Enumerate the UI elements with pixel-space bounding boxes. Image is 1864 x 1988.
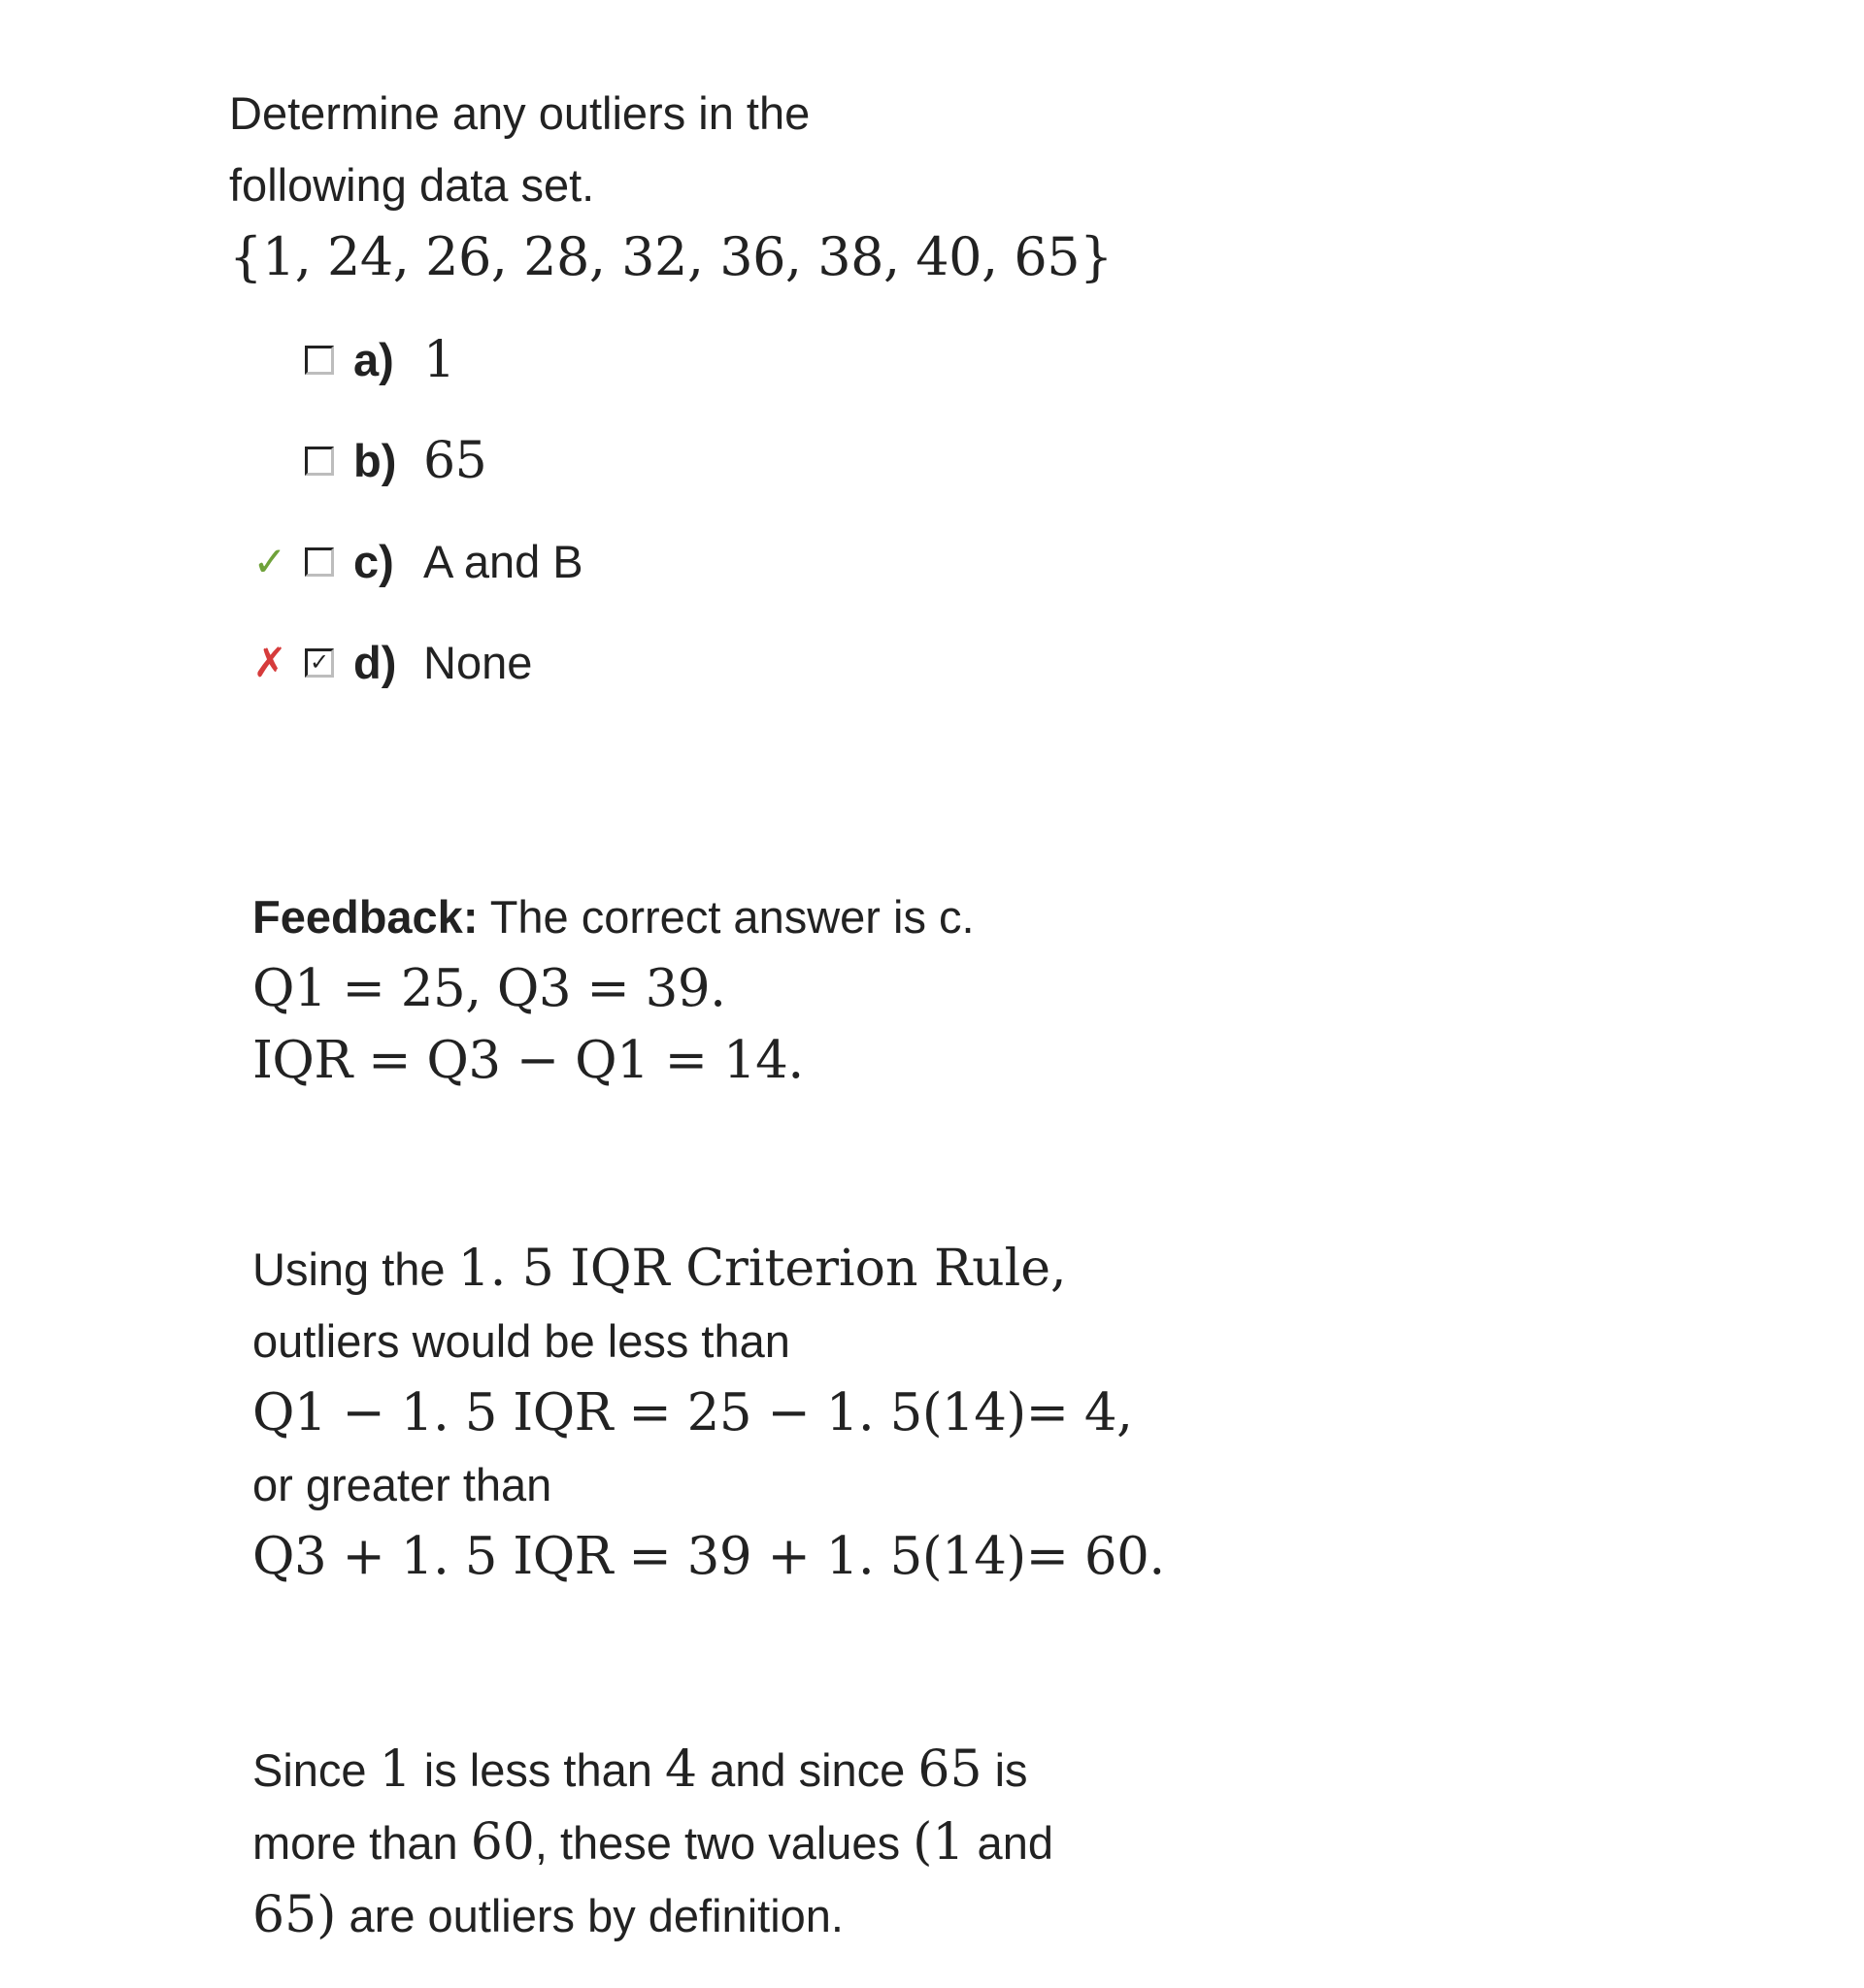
conclusion-math: 65 bbox=[917, 1740, 982, 1799]
question-text-line-1: Determine any outliers in the bbox=[229, 87, 811, 139]
option-a-text: 1 bbox=[423, 331, 455, 389]
criterion-lead: Using the bbox=[252, 1243, 458, 1295]
conclusion-math: 65) bbox=[252, 1886, 337, 1944]
criterion-lower-bound: Q1 − 1. 5 IQR = 25 − 1. 5(14)= 4, bbox=[252, 1383, 1133, 1442]
conclusion-text: Since bbox=[252, 1744, 380, 1796]
conclusion-math: 60 bbox=[470, 1813, 535, 1872]
conclusion-text: , these two values bbox=[534, 1817, 914, 1869]
conclusion-text: are outliers by definition. bbox=[336, 1890, 844, 1941]
conclusion-line-2 bbox=[252, 1806, 1514, 1879]
conclusion bbox=[252, 1734, 1514, 1952]
feedback-label: Feedback: bbox=[252, 891, 479, 943]
feedback-answer-text: The correct answer is c. bbox=[478, 891, 975, 943]
option-d-letter: d) bbox=[353, 637, 397, 688]
criterion-line-2: outliers would be less than bbox=[252, 1315, 790, 1367]
option-a-letter: a) bbox=[353, 334, 394, 385]
option-d-text: None bbox=[423, 637, 533, 688]
feedback bbox=[252, 881, 1417, 1097]
conclusion-text: and bbox=[964, 1817, 1053, 1869]
criterion-rule: 1. 5 IQR Criterion Rule, bbox=[457, 1240, 1067, 1298]
feedback-iqr: IQR = Q3 − Q1 = 14. bbox=[252, 1031, 804, 1090]
conclusion-text: more than bbox=[252, 1817, 471, 1869]
criterion-explanation bbox=[252, 1233, 1514, 1593]
option-a-checkbox[interactable] bbox=[305, 346, 334, 375]
checkmark-icon: ✓ bbox=[252, 539, 287, 584]
feedback-quartiles: Q1 = 25, Q3 = 39. bbox=[252, 959, 726, 1018]
conclusion-text: and since bbox=[697, 1744, 918, 1796]
option-a-mark bbox=[249, 339, 291, 381]
question-text-line-2: following data set. bbox=[229, 159, 595, 211]
criterion-line-1 bbox=[252, 1233, 1514, 1306]
conclusion-text: is less than bbox=[411, 1744, 665, 1796]
conclusion-math: (1 bbox=[913, 1813, 965, 1872]
checkbox-check-icon: ✓ bbox=[309, 649, 330, 676]
criterion-upper-bound: Q3 + 1. 5 IQR = 39 + 1. 5(14)= 60. bbox=[252, 1527, 1165, 1586]
option-c-text: A and B bbox=[423, 536, 583, 587]
option-b-letter: b) bbox=[353, 435, 397, 486]
option-b-checkbox[interactable] bbox=[305, 447, 334, 476]
conclusion-math: 4 bbox=[664, 1740, 698, 1799]
conclusion-text: is bbox=[982, 1744, 1028, 1796]
option-b-mark bbox=[249, 440, 291, 482]
conclusion-math: 1 bbox=[379, 1740, 412, 1799]
conclusion-line-1 bbox=[252, 1734, 1514, 1806]
option-c-letter: c) bbox=[353, 536, 394, 587]
conclusion-line-3 bbox=[252, 1879, 1514, 1952]
criterion-line-4: or greater than bbox=[252, 1459, 552, 1510]
option-b-text: 65 bbox=[423, 432, 487, 490]
option-d-checkbox[interactable] bbox=[305, 648, 334, 678]
cross-icon: ✗ bbox=[252, 640, 287, 685]
option-c-checkbox[interactable] bbox=[305, 547, 334, 577]
question bbox=[229, 78, 1113, 293]
question-data-set: {1, 24, 26, 28, 32, 36, 38, 40, 65} bbox=[229, 226, 1113, 287]
feedback-intro bbox=[252, 881, 1417, 953]
